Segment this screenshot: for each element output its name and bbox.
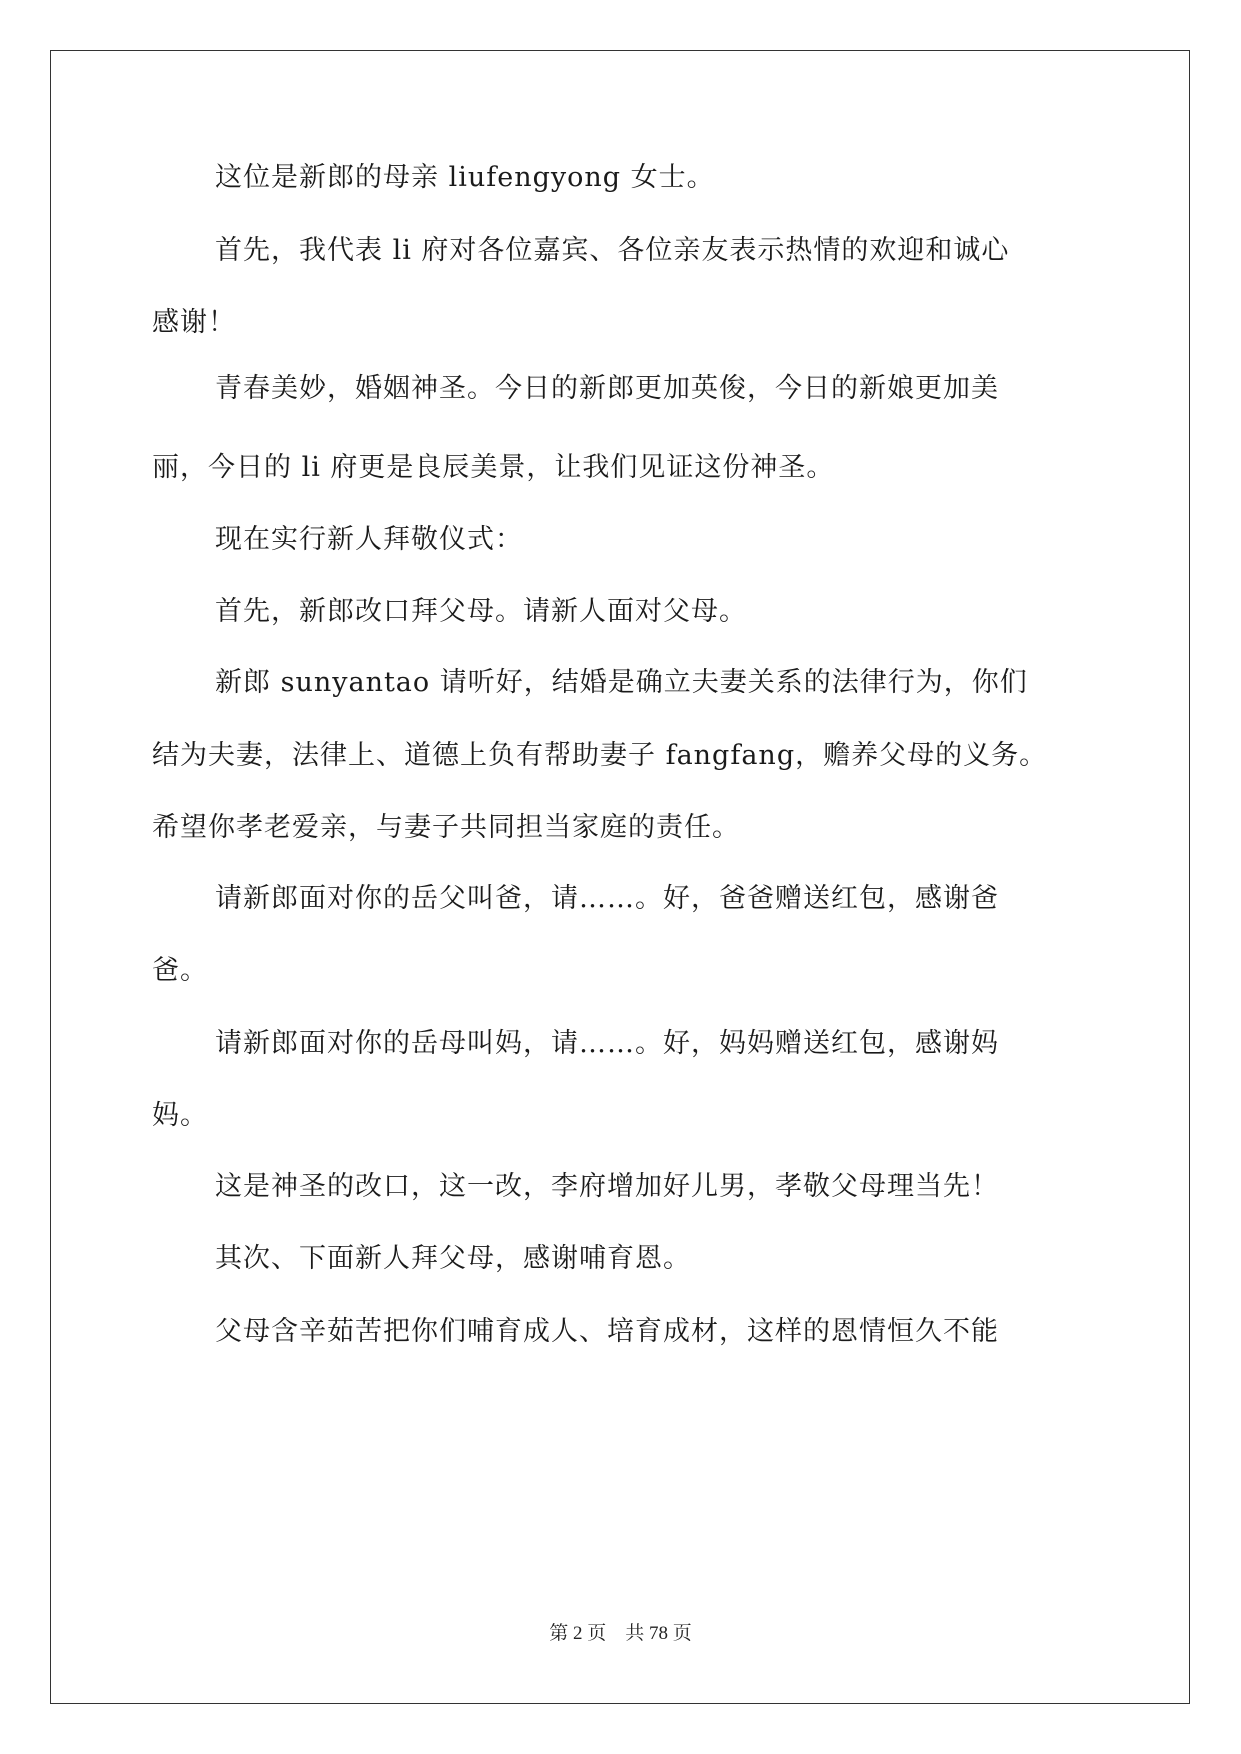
- paragraph-line: 首先，我代表 li 府对各位嘉宾、各位亲友表示热情的欢迎和诚心: [215, 235, 1010, 266]
- paragraph-line: 妈。: [152, 1100, 208, 1131]
- paragraph-line: 父母含辛茹苦把你们哺育成人、培育成材，这样的恩情恒久不能: [215, 1316, 999, 1347]
- paragraph-line: 新郎 sunyantao 请听好，结婚是确立夫妻关系的法律行为，你们: [215, 667, 1028, 698]
- paragraph-line: 结为夫妻，法律上、道德上负有帮助妻子 fangfang，赡养父母的义务。: [152, 740, 1048, 771]
- paragraph-line: 这位是新郎的母亲 liufengyong 女士。: [215, 162, 715, 193]
- paragraph-line: 希望你孝老爱亲，与妻子共同担当家庭的责任。: [152, 812, 740, 843]
- paragraph-line: 请新郎面对你的岳父叫爸，请……。好，爸爸赠送红包，感谢爸: [215, 883, 999, 914]
- paragraph-line: 请新郎面对你的岳母叫妈，请……。好，妈妈赠送红包，感谢妈: [215, 1028, 999, 1059]
- page-frame: [50, 50, 1190, 1704]
- paragraph-line: 其次、下面新人拜父母，感谢哺育恩。: [215, 1243, 691, 1274]
- paragraph-line: 青春美妙，婚姻神圣。今日的新郎更加英俊，今日的新娘更加美: [215, 373, 999, 404]
- paragraph-line: 丽，今日的 li 府更是良辰美景，让我们见证这份神圣。: [152, 452, 835, 483]
- page-number-footer: 第 2 页 共 78 页: [549, 1623, 692, 1644]
- paragraph-line: 现在实行新人拜敬仪式：: [215, 524, 523, 555]
- paragraph-line: 首先，新郎改口拜父母。请新人面对父母。: [215, 596, 747, 627]
- paragraph-line: 感谢！: [152, 307, 236, 338]
- paragraph-line: 爸。: [152, 955, 208, 986]
- paragraph-line: 这是神圣的改口，这一改，李府增加好儿男，孝敬父母理当先！: [215, 1171, 999, 1202]
